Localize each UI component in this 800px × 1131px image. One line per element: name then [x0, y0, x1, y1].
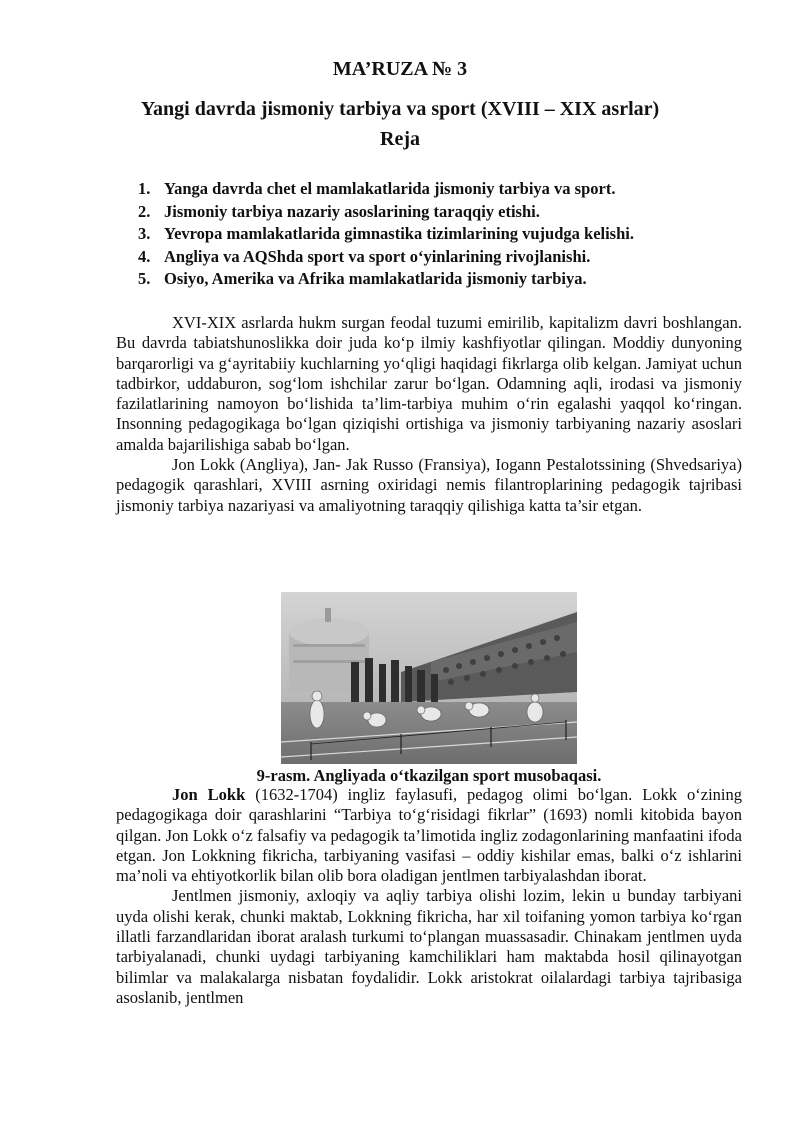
paragraph: XVI-XIX asrlarda hukm surgan feodal tuzumi emirilib, kapitalizm davri boshlangan. Bu davrda tabiatshunoslikka doir juda ko‘p ilmiy kashfiyotlar qilingan. Moddiy dunyoning barqarorligi va g‘ayritabiiy kuchlarning yo‘qligi haqidagi fikrlarga olib kelgan. Jamiyat uchun tadbirkor, uddaburon, sog‘lom ishchilar zarur bo‘lgan. Odamning aqli, irodasi va jismoniy fazilatlarining namoyon bo‘lishida ta’lim-tarbiya muhim o‘rin egalashi yaqqol ko‘ringan. Insonning pedagogikaga bo‘lgan qiziqishi ortishiga va jismoniy tarbiyaning nazariy asoslari amalda bajarilishiga sabab bo‘lgan.: [116, 313, 742, 454]
plan-item-number: 5.: [138, 269, 151, 288]
plan-item: [138, 201, 738, 224]
paragraph-text: (1632-1704) ingliz faylasufi, pedagog olimi bo‘lgan. Lokk o‘zining pedagogikaga doir qarashlarini “Tarbiya to‘g‘risidagi fikrlar” (1693) nomli kitobida bayon qilgan. Jon Lokk o‘z falsafiy va pedagogik ta’limotida ingliz zodagonlarining manfaatini ifoda etgan. Jon Lokkning fikricha, tarbiyaning vasifasi – oddiy kishilar emas, balki o‘z ishlarini ma’noli va ehtiyotkorlik bilan olib bora oladigan jentlmen tarbiyalashdan iborat.: [116, 785, 742, 886]
lokk-text: [116, 785, 742, 1008]
plan-item-number: 1.: [138, 179, 151, 198]
plan-item: [138, 268, 738, 291]
plan-item-number: 3.: [138, 224, 151, 243]
figure-caption: 9-rasm. Angliyada o‘tkazilgan sport musobaqasi.: [256, 766, 602, 785]
plan-item-number: 4.: [138, 246, 151, 266]
paragraph: Jentlmen jismoniy, axloqiy va aqliy tarbiya olishi lozim, lekin u bunday tarbiyani uyda olishi kerak, chunki maktab, Lokkning fikricha, har xil toifaning yomon tarbiya ko‘rgan illatli farzandlaridan iborat aralash turkumi to‘plangan muassasadir. Chinakam jentlmen uyda tarbiyalanadi, chunki uydagi tarbiyaning kamchiliklari ham maktabda hosil qilinayotgan bilimlar va malakalarga nisbatan foydalidir. Lokk aristokrat oilalardagi tarbiya tajribasiga asoslanib, jentlmen: [116, 886, 742, 1007]
intro-text: [116, 313, 742, 516]
plan-item: [138, 223, 738, 246]
bold-name: Jon Lokk: [172, 785, 246, 804]
paragraph: Jon Lokk (Angliya), Jan- Jak Russo (Fransiya), Iogann Pestalotssining (Shvedsariya) pedagogik qarashlari, XVIII asrning oxiridagi nemis filantroplarining pedagogik tajribasi jismoniy tarbiya nazariyasi va amaliyotning taraqqiy qilishiga katta ta’sir etgan.: [116, 455, 742, 515]
plan-item-text: Yanga davrda chet el mamlakatlarida jismoniy tarbiya va sport.: [164, 179, 616, 198]
lecture-number: MA’RUZA № 3: [332, 58, 468, 80]
sport-competition-photo: [281, 592, 577, 764]
plan-item-number: 2.: [138, 201, 151, 221]
paragraph: [116, 785, 742, 886]
plan-item: [138, 246, 738, 269]
plan-item-text: Jismoniy tarbiya nazariy asoslarining taraqqiy etishi.: [164, 201, 540, 221]
plan-item-text: Angliya va AQShda sport va sport o‘yinlarining rivojlanishi.: [164, 246, 591, 266]
plan-item-text: Yevropa mamlakatlarida gimnastika tizimlarining vujudga kelishi.: [164, 224, 634, 243]
lecture-title: Yangi davrda jismoniy tarbiya va sport (XVIII – XIX asrlar): [140, 98, 660, 120]
plan-heading: Reja: [380, 128, 420, 150]
plan-item-text: Osiyo, Amerika va Afrika mamlakatlarida jismoniy tarbiya.: [164, 269, 587, 288]
plan-item: [138, 178, 738, 201]
plan-list: [138, 178, 738, 291]
